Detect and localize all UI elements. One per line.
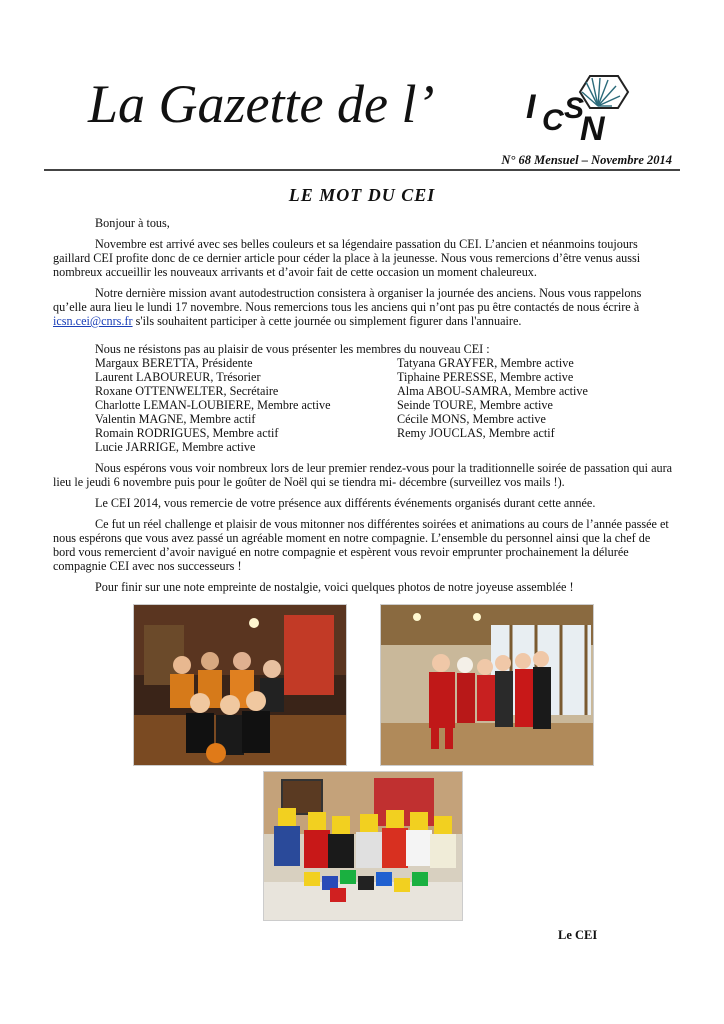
photo-halloween-group (133, 604, 347, 766)
svg-text:C: C (542, 104, 564, 137)
paragraph-4: Le CEI 2014, vous remercie de votre présence aux différents événements organisés durant cette année. (95, 496, 596, 510)
greeting: Bonjour à tous, (95, 216, 170, 230)
paragraph-6: Pour finir sur une note empreinte de nostalgie, voici quelques photos de notre joyeuse assemblée ! (95, 580, 574, 594)
paragraph-2-end: s'ils souhaitent participer à cette journée ou simplement figurer dans l'annuaire. (132, 314, 522, 328)
gazette-title: La Gazette de l’ (88, 74, 435, 134)
paragraph-2-start: Notre dernière mission avant autodestruction consistera à organiser la journée des anciens. Nous vous rappelons qu’elle aura lieu le lundi 17 novembre. Nous remercions tous les anciens qui n’ont pas pu être contactés de nous écrire à (53, 286, 642, 314)
member-item: Romain RODRIGUES, Membre actif (95, 426, 279, 440)
members-intro: Nous ne résistons pas au plaisir de vous présenter les membres du nouveau CEI : (95, 342, 490, 356)
member-item: Valentin MAGNE, Membre actif (95, 412, 256, 426)
members-left-column (95, 356, 397, 454)
svg-text:S: S (564, 92, 585, 125)
member-item: Tiphaine PERESSE, Membre active (397, 370, 574, 384)
member-item: Cécile MONS, Membre active (397, 412, 546, 426)
photo-lego-group (263, 771, 463, 921)
email-link[interactable]: icsn.cei@cnrs.fr (53, 314, 133, 328)
section-title: LE MOT DU CEI (288, 185, 436, 205)
members-right-column (397, 356, 697, 454)
member-item: Roxane OTTENWELTER, Secrétaire (95, 384, 279, 398)
paragraph-2 (53, 286, 673, 328)
issue-number: N° 68 Mensuel – Novembre 2014 (501, 153, 672, 167)
member-item: Alma ABOU-SAMRA, Membre active (397, 384, 588, 398)
icsn-logo (520, 72, 635, 144)
signature: Le CEI (558, 928, 598, 942)
svg-text:N: N (580, 110, 605, 144)
member-item: Charlotte LEMAN-LOUBIERE, Membre active (95, 398, 331, 412)
paragraph-5: Ce fut un réel challenge et plaisir de vous mitonner nos différentes soirées et animations au cours de l’année passée et nous espérons que vous avez passé un agréable moment en notre compagnie. L’ensemble du personnel ainsi que la chef de bord vous remercient d’avoir navigué en notre compagnie et espèrent vous revoir emprunter prochainement la délurée compagnie CEI avec nos successeurs ! (53, 517, 669, 573)
svg-text:I: I (526, 88, 536, 126)
member-item: Lucie JARRIGE, Membre active (95, 440, 256, 454)
photo-santa-group (380, 604, 594, 766)
article-body (53, 216, 673, 601)
member-item: Seinde TOURE, Membre active (397, 398, 553, 412)
member-item: Tatyana GRAYFER, Membre active (397, 356, 574, 370)
member-item: Laurent LABOUREUR, Trésorier (95, 370, 261, 384)
member-item: Remy JOUCLAS, Membre actif (397, 426, 555, 440)
paragraph-3: Nous espérons vous voir nombreux lors de leur premier rendez-vous pour la traditionnelle soirée de passation qui aura lieu le jeudi 6 novembre puis pour le goûter de Noël qui se tiendra mi- décembre (surveillez vos mails !). (53, 461, 673, 489)
header-divider (44, 169, 680, 171)
members-list (53, 356, 673, 454)
member-item: Margaux BERETTA, Présidente (95, 356, 253, 370)
paragraph-1: Novembre est arrivé avec ses belles couleurs et sa légendaire passation du CEI. L’ancien et néanmoins toujours gaillard CEI profite donc de ce dernier article pour céder la place à la jeunesse. Nous vous remercions d’être venus aussi nombreux accueillir les nouveaux arrivants et d’avoir fait de cette occasion un moment chaleureux. (53, 237, 641, 279)
